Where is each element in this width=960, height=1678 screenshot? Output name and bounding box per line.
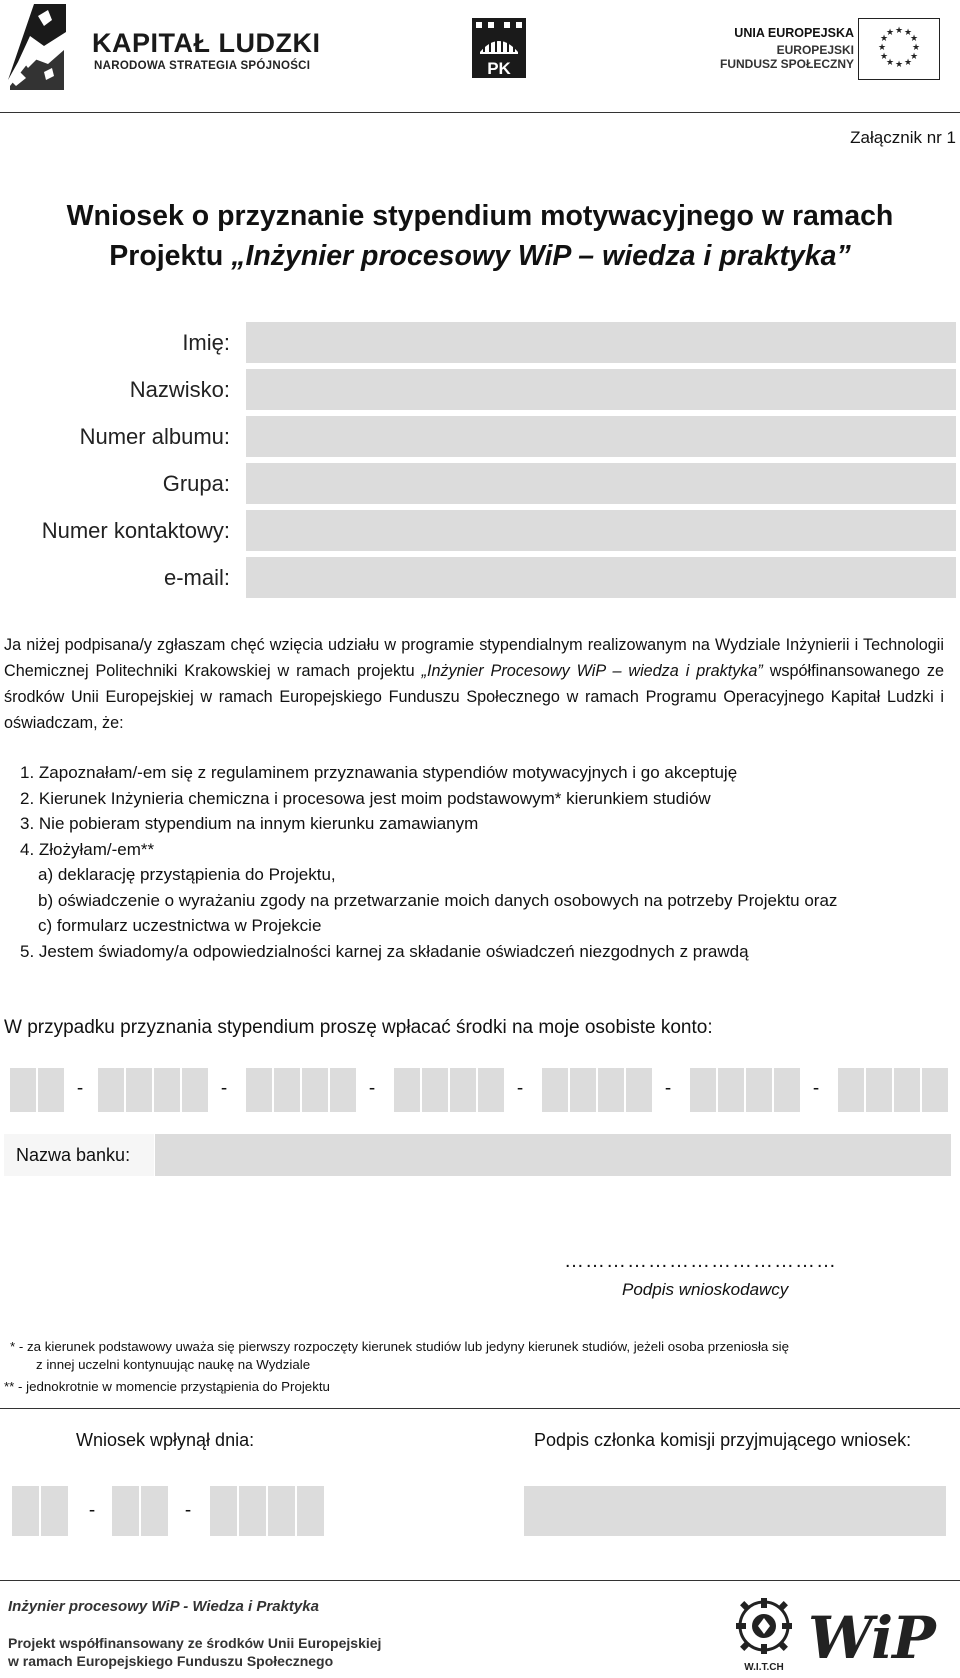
account-digit-box[interactable]	[746, 1068, 772, 1112]
account-separator: -	[368, 1078, 376, 1099]
received-date-label: Wniosek wpłynął dnia:	[76, 1430, 255, 1450]
witch-faculty-logo	[734, 1596, 794, 1674]
divider	[0, 1408, 960, 1409]
date-digit-box[interactable]	[12, 1486, 39, 1536]
list-item-4: 4. Złożyłam/-em**	[20, 839, 155, 859]
declaration-project-name: „Inżynier Procesowy WiP – wiedza i praktyka”	[421, 662, 763, 680]
footer-cofinancing	[8, 1634, 381, 1670]
svg-text:★: ★	[894, 26, 904, 36]
account-digit-box[interactable]	[774, 1068, 800, 1112]
eu-flag-icon	[858, 18, 940, 80]
pk-logo	[470, 16, 528, 80]
list-item-1: 1. Zapoznałam/-em się z regulaminem przyznawania stypendiów motywacyjnych i go akceptuję	[20, 763, 738, 782]
album-number-label: Numer albumu:	[79, 424, 230, 449]
signature-label: Podpis wnioskodawcy	[622, 1280, 789, 1299]
email-label: e-mail:	[163, 565, 230, 590]
signature-line: …………………………………	[564, 1250, 837, 1272]
account-digit-box[interactable]	[718, 1068, 744, 1112]
account-digit-box[interactable]	[330, 1068, 356, 1112]
date-digit-box[interactable]	[239, 1486, 266, 1536]
list-item-3: 3. Nie pobieram stypendium na innym kierunku zamawianym	[20, 814, 479, 833]
account-digit-box[interactable]	[394, 1068, 420, 1112]
page-title	[0, 196, 960, 276]
account-digit-box[interactable]	[866, 1068, 892, 1112]
svg-text:★: ★	[911, 43, 921, 53]
account-digit-box[interactable]	[598, 1068, 624, 1112]
account-digit-box[interactable]	[182, 1068, 208, 1112]
svg-text:★: ★	[879, 52, 889, 62]
committee-signature-field[interactable]	[524, 1486, 946, 1536]
account-digit-box[interactable]	[98, 1068, 124, 1112]
email-field[interactable]	[246, 557, 956, 598]
date-digit-box[interactable]	[112, 1486, 139, 1536]
footer-line-2: Projekt współfinansowany ze środków Unii Europejskiej	[8, 1635, 382, 1651]
group-label: Grupa:	[162, 471, 230, 496]
last-name-field[interactable]	[246, 369, 956, 410]
declaration-paragraph	[4, 632, 944, 736]
bank-name-field[interactable]	[155, 1134, 951, 1176]
svg-text:★: ★	[885, 28, 895, 38]
footer-line-3: w ramach Europejskiego Funduszu Społecznego	[8, 1653, 334, 1669]
date-digit-box[interactable]	[297, 1486, 324, 1536]
account-digit-box[interactable]	[542, 1068, 568, 1112]
svg-text:★: ★	[903, 28, 913, 38]
account-digit-box[interactable]	[126, 1068, 152, 1112]
account-separator: -	[516, 1078, 524, 1099]
annex-label: Załącznik nr 1	[850, 128, 956, 147]
account-digit-box[interactable]	[838, 1068, 864, 1112]
committee-signature-label: Podpis członka komisji przyjmującego wniosek:	[534, 1430, 912, 1450]
group-field[interactable]	[246, 463, 956, 504]
footnote-2: ** - jednokrotnie w momencie przystąpienia do Projektu	[4, 1379, 330, 1394]
declaration-part-1: Ja niżej podpisana/y zgłaszam chęć wzięcia udziału w programie stypendialnym realizowanym na Wydziale Inżynierii i Technologii Chemicznej Politechniki Krakowskiej w ramach projektu	[4, 636, 944, 680]
account-separator: -	[664, 1078, 672, 1099]
title-line-2-prefix: Projektu	[109, 240, 232, 272]
account-digit-box[interactable]	[10, 1068, 36, 1112]
account-digit-box[interactable]	[246, 1068, 272, 1112]
footer-divider	[0, 1580, 960, 1581]
received-date-field[interactable]	[12, 1486, 342, 1536]
ue-label-3: FUNDUSZ SPOŁECZNY	[719, 57, 854, 71]
account-number-field[interactable]	[10, 1068, 952, 1112]
svg-text:★: ★	[879, 34, 889, 44]
footnote-1-continued: z innej uczelni kontynuując naukę na Wydziale	[36, 1357, 311, 1372]
account-digit-box[interactable]	[302, 1068, 328, 1112]
account-digit-box[interactable]	[450, 1068, 476, 1112]
account-digit-box[interactable]	[274, 1068, 300, 1112]
date-digit-box[interactable]	[141, 1486, 168, 1536]
title-line-2	[0, 236, 960, 276]
declaration-part-2: współfinansowanego ze środków Unii Europejskiej w ramach Europejskiego Funduszu Społecznego w ramach Programu Operacyjnego Kapitał Ludzki i oświadczam, że:	[4, 662, 944, 732]
witch-logo-text: W.I.T.CH	[744, 1662, 784, 1673]
svg-text:★: ★	[894, 60, 904, 70]
account-digit-box[interactable]	[422, 1068, 448, 1112]
account-digit-box[interactable]	[38, 1068, 64, 1112]
album-number-field[interactable]	[246, 416, 956, 457]
account-digit-box[interactable]	[626, 1068, 652, 1112]
declaration-list	[20, 760, 950, 964]
ue-label-1: UNIA EUROPEJSKA	[734, 26, 854, 40]
kapital-ludzki-subtitle: NARODOWA STRATEGIA SPÓJNOŚCI	[94, 60, 311, 72]
pk-letters: PK	[487, 59, 511, 78]
date-digit-box[interactable]	[268, 1486, 295, 1536]
account-separator: -	[76, 1078, 84, 1099]
account-digit-box[interactable]	[154, 1068, 180, 1112]
kapital-ludzki-title: KAPITAŁ LUDZKI	[92, 28, 321, 58]
account-separator: -	[220, 1078, 228, 1099]
date-separator: -	[184, 1500, 192, 1521]
svg-text:★: ★	[903, 58, 913, 68]
bank-name-label: Nazwa banku:	[4, 1134, 154, 1176]
list-item-5: 5. Jestem świadomy/a odpowiedzialności karnej za składanie oświadczeń niezgodnych z prawdą	[20, 941, 749, 961]
title-line-1: Wniosek o przyznanie stypendium motywacyjnego w ramach	[66, 200, 894, 232]
svg-text:★: ★	[909, 52, 919, 62]
svg-text:★: ★	[909, 34, 919, 44]
title-project-name: „Inżynier procesowy WiP – wiedza i praktyka”	[231, 240, 851, 272]
account-separator: -	[812, 1078, 820, 1099]
list-item-4b: b) oświadczenie o wyrażaniu zgody na przetwarzanie moich danych osobowych na potrzeby Projektu oraz	[38, 890, 838, 910]
footer-project-name: Inżynier procesowy WiP - Wiedza i Praktyka	[8, 1598, 319, 1615]
svg-text:★: ★	[877, 43, 887, 53]
list-item-2: 2. Kierunek Inżynieria chemiczna i procesowa jest moim podstawowym* kierunkiem studiów	[20, 788, 711, 808]
date-digit-box[interactable]	[210, 1486, 237, 1536]
footnote-1: * - za kierunek podstawowy uważa się pierwszy rozpoczęty kierunek studiów lub jedyny kierunek studiów, jeżeli osoba przeniosła się	[10, 1339, 789, 1354]
ue-label-2: EUROPEJSKI	[776, 43, 854, 57]
wip-logo: WiP	[808, 1604, 935, 1672]
date-digit-box[interactable]	[41, 1486, 68, 1536]
account-digit-box[interactable]	[570, 1068, 596, 1112]
account-digit-box[interactable]	[690, 1068, 716, 1112]
account-digit-box[interactable]	[894, 1068, 920, 1112]
date-separator: -	[88, 1500, 96, 1521]
first-name-field[interactable]	[246, 322, 956, 363]
list-item-4a: a) deklarację przystąpienia do Projektu,	[38, 865, 336, 884]
last-name-label: Nazwisko:	[129, 377, 230, 402]
list-item-4c: c) formularz uczestnictwa w Projekcie	[38, 916, 322, 935]
ue-label-group	[702, 43, 854, 71]
contact-number-label: Numer kontaktowy:	[41, 518, 230, 543]
first-name-label: Imię:	[182, 330, 230, 355]
account-label: W przypadku przyznania stypendium proszę wpłacać środki na moje osobiste konto:	[4, 1017, 713, 1038]
account-digit-box[interactable]	[922, 1068, 948, 1112]
account-digit-box[interactable]	[478, 1068, 504, 1112]
svg-text:★: ★	[885, 58, 895, 68]
kapital-ludzki-logo	[4, 2, 68, 94]
contact-number-field[interactable]	[246, 510, 956, 551]
